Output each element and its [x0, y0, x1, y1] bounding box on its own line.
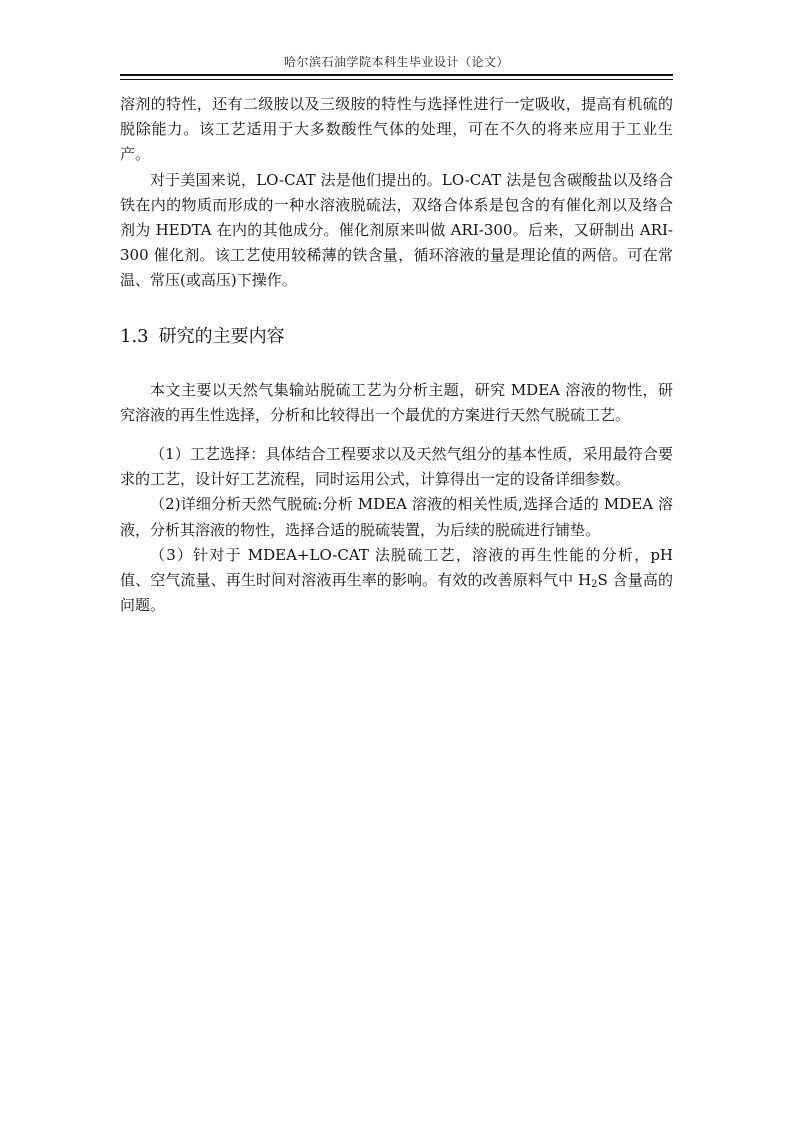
- header-rule-thick: [120, 74, 673, 76]
- spacer: [120, 428, 673, 442]
- list-item-3-text-b: S 含量高的问题。: [120, 571, 674, 615]
- list-item-3-text-a: （3）针对于 MDEA+LO-CAT 法脱硫工艺，溶液的再生性能的分析，pH 值、空气流量、再生时间对溶液再生率的影响。有效的改善原料气中 H: [120, 545, 673, 590]
- list-item-2: （2)详细分析天然气脱硫:分析 MDEA 溶液的相关性质,选择合适的 MDEA 溶液，分析其溶液的物性，选择合适的脱硫装置，为后续的脱硫进行铺垫。: [120, 495, 673, 539]
- header-rule-thin: [120, 79, 673, 80]
- section-intro-paragraph: 本文主要以天然气集输站脱硫工艺为分析主题，研究 MDEA 溶液的物性，研究溶液的再生性选择，分析和比较得出一个最优的方案进行天然气脱硫工艺。: [120, 380, 673, 424]
- body-paragraph-1: 溶剂的特性，还有二级胺以及三级胺的特性与选择性进行一定吸收，提高有机硫的脱除能力。该工艺适用于大多数酸性气体的处理，可在不久的将来应用于工业生产。: [120, 95, 673, 164]
- main-content: [120, 92, 673, 618]
- subscript-2: 2: [591, 579, 598, 591]
- body-paragraph-2: 对于美国来说，LO-CAT 法是他们提出的。LO-CAT 法是包含碳酸盐以及络合铁在内的物质而形成的一种水溶液脱硫法，双络合体系是包含的有催化剂以及络合剂为 HEDTA 在内的其他成分。催化剂原来叫做 ARI-300。后来，又研制出 ARI-300 催化剂。该工艺使用较稀薄的铁含量，循环溶液的量是理论值的两倍。可在常温、常压(或高压)下操作。: [120, 170, 673, 290]
- section-title: 研究的主要内容: [158, 325, 285, 347]
- list-item-3: [120, 543, 673, 619]
- list-item-1: （1）工艺选择：具体结合工程要求以及天然气组分的基本性质，采用最符合要求的工艺，设计好工艺流程，同时运用公式，计算得出一定的设备详细参数。: [120, 445, 673, 489]
- spacer: [120, 350, 673, 378]
- running-header: 哈尔滨石油学院本科生毕业设计（论文）: [283, 55, 509, 69]
- section-heading: [120, 324, 673, 350]
- section-number: 1.3: [120, 325, 149, 347]
